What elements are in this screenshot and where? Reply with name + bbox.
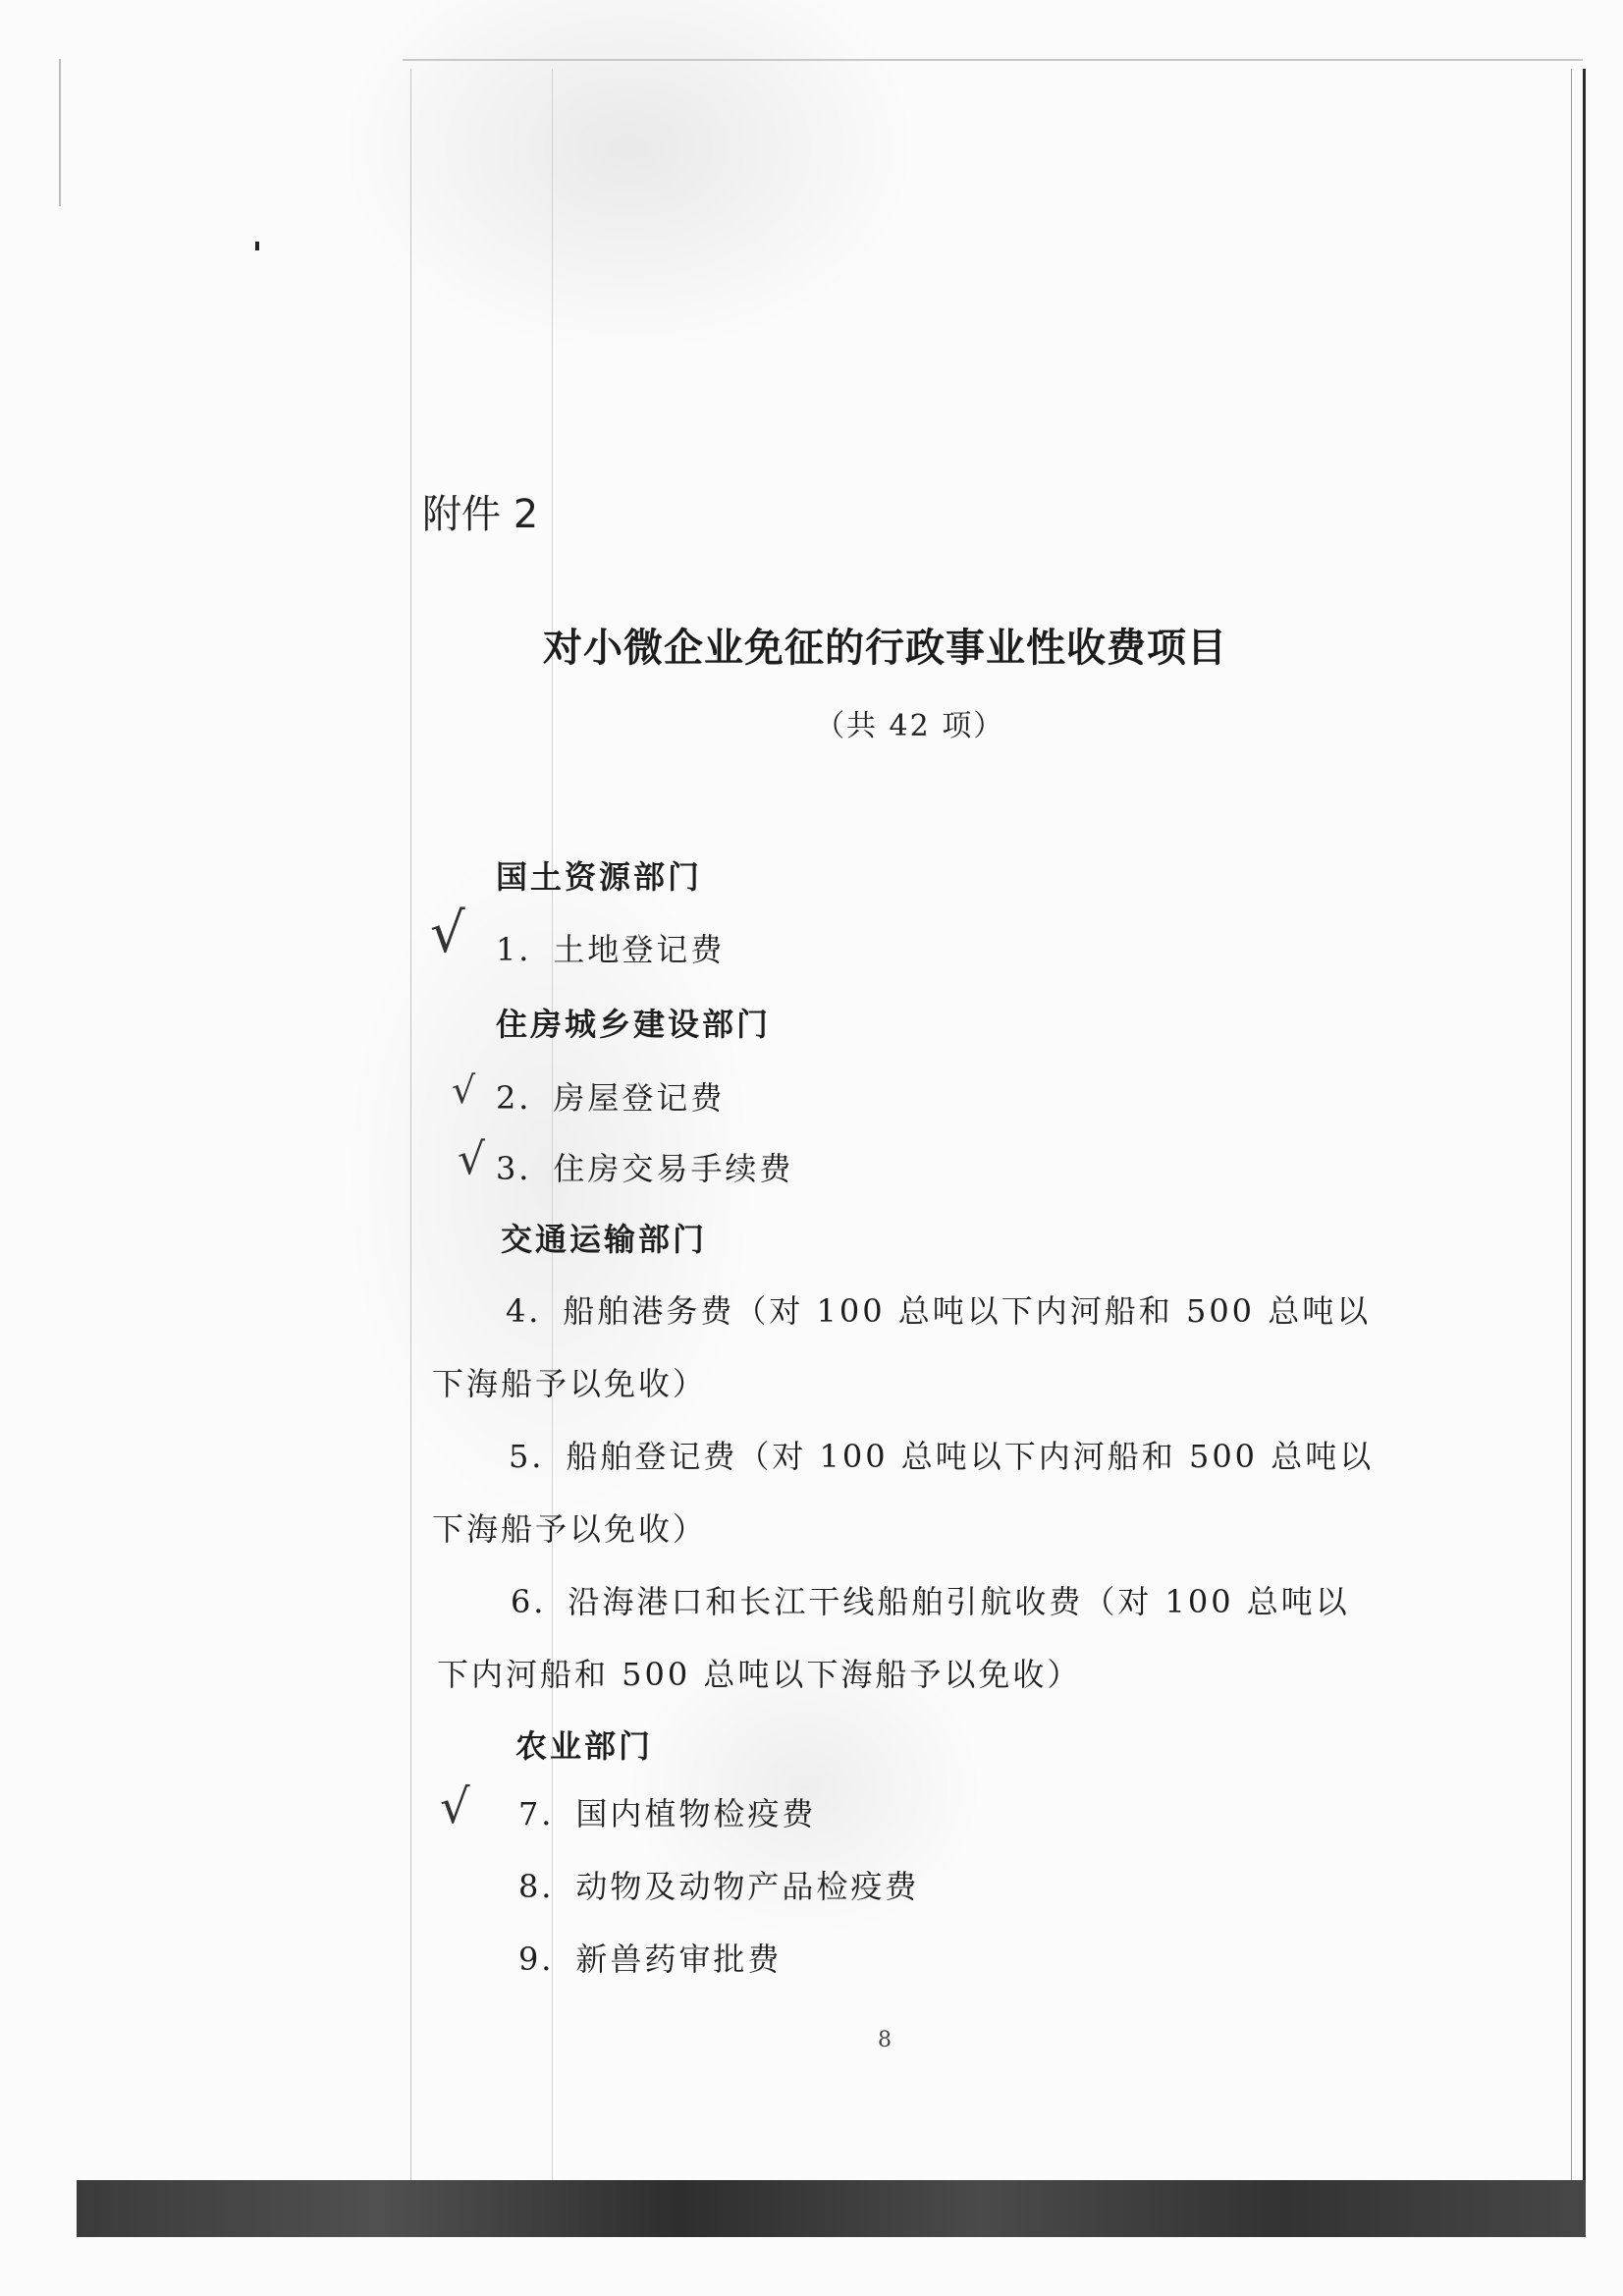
scan-bottom-shadow — [77, 2180, 1586, 2237]
department-heading: 住房城乡建设部门 — [496, 1006, 772, 1043]
annex-label: 附件 2 — [422, 492, 539, 537]
checkmark-icon: √ — [440, 1779, 470, 1834]
scan-edge-right — [1583, 69, 1586, 2210]
scan-edge-left — [59, 59, 61, 206]
checkmark-icon: √ — [430, 902, 465, 965]
fee-item-continuation: 下海船予以免收） — [432, 1510, 708, 1548]
fee-item-continuation: 下内河船和 500 总吨以下海船予以免收） — [437, 1656, 1082, 1693]
fee-item: 7．国内植物检疫费 — [518, 1795, 817, 1832]
department-heading: 交通运输部门 — [501, 1221, 708, 1258]
fee-item: 1．土地登记费 — [496, 931, 726, 968]
fee-item: 9．新兽药审批费 — [518, 1941, 783, 1978]
document-subtitle: （共 42 项） — [815, 709, 1005, 743]
department-heading: 国土资源部门 — [496, 858, 703, 896]
fee-item: 4．船舶港务费（对 100 总吨以下内河船和 500 总吨以 — [506, 1292, 1372, 1330]
scan-edge-right-inner — [1571, 69, 1572, 2210]
checkmark-icon: √ — [458, 1134, 486, 1184]
fold-line — [410, 69, 411, 2200]
checkmark-icon: √ — [452, 1068, 476, 1112]
page-number: 8 — [878, 2028, 892, 2052]
department-heading: 农业部门 — [515, 1727, 654, 1765]
scan-edge-top — [403, 59, 1583, 61]
fee-item: 6．沿海港口和长江干线船舶引航收费（对 100 总吨以 — [511, 1583, 1350, 1620]
fee-item: 8．动物及动物产品检疫费 — [518, 1868, 920, 1905]
fee-item: 3．住房交易手续费 — [496, 1150, 794, 1187]
fee-item: 2．房屋登记费 — [496, 1079, 726, 1117]
document-title: 对小微企业免征的行政事业性收费项目 — [543, 626, 1227, 671]
scan-speck — [255, 242, 259, 250]
fee-item: 5．船舶登记费（对 100 总吨以下内河船和 500 总吨以 — [509, 1438, 1375, 1475]
fee-item-continuation: 下海船予以免收） — [432, 1365, 708, 1402]
